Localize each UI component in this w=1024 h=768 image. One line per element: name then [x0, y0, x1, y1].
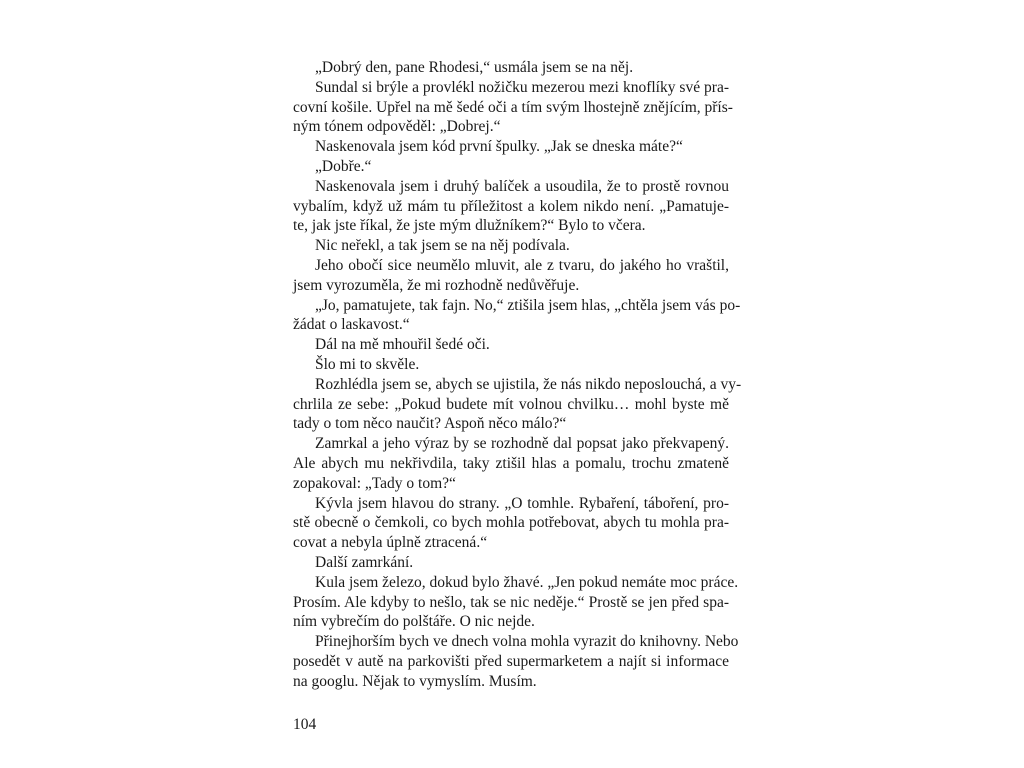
- text-line: Ale abych mu nekřivdila, taky ztišil hlas a pomalu, trochu zmateně: [293, 454, 729, 472]
- text-line: Kývla jsem hlavou do strany. „O tomhle. Rybaření, táboření, pro-: [315, 494, 729, 512]
- text-line: ným tónem odpověděl: „Dobrej.“: [293, 118, 501, 136]
- text-line: Šlo mi to skvěle.: [315, 355, 420, 373]
- text-line: Naskenovala jsem kód první špulky. „Jak se dneska máte?“: [315, 138, 683, 156]
- book-page-text: [293, 58, 742, 692]
- text-line: Další zamrkání.: [315, 553, 414, 571]
- text-line: Prosím. Ale kdyby to nešlo, tak se nic neděje.“ Prostě se jen před spa-: [293, 593, 729, 611]
- text-line: ním vybrečím do polštáře. O nic nejde.: [293, 613, 535, 631]
- text-line: chrlila ze sebe: „Pokud budete mít volnou chvilku… mohl byste mě: [293, 395, 729, 413]
- text-line: žádat o laskavost.“: [293, 316, 410, 334]
- text-line: covní košile. Upřel na mě šedé oči a tím svým lhostejně znějícím, přís-: [293, 98, 733, 116]
- text-line: „Jo, pamatujete, tak fajn. No,“ ztišila jsem hlas, „chtěla jsem vás po-: [315, 296, 741, 314]
- text-line: Sundal si brýle a provlékl nožičku mezerou mezi knoflíky své pra-: [315, 78, 729, 96]
- text-line: Naskenovala jsem i druhý balíček a usoudila, že to prostě rovnou: [315, 177, 729, 195]
- text-line: vybalím, když už mám tu příležitost a kolem nikdo není. „Pamatuje-: [293, 197, 729, 215]
- text-line: posedět v autě na parkovišti před supermarketem a najít si informace: [293, 652, 729, 670]
- text-line: Nic neřekl, a tak jsem se na něj podívala.: [315, 237, 570, 255]
- text-line: Kula jsem železo, dokud bylo žhavé. „Jen pokud nemáte moc práce.: [315, 573, 739, 591]
- text-line: zopakoval: „Tady o tom?“: [293, 474, 456, 492]
- text-line: jsem vyrozuměla, že mi rozhodně nedůvěřuje.: [293, 276, 580, 294]
- text-line: „Dobrý den, pane Rhodesi,“ usmála jsem se na něj.: [315, 59, 634, 76]
- text-line: Zamrkal a jeho výraz by se rozhodně dal popsat jako překvapený.: [315, 435, 729, 453]
- text-line: stě obecně o čemkoli, co bych mohla potřebovat, abych tu mohla pra-: [293, 514, 729, 532]
- text-line: Přinejhorším bych ve dnech volna mohla vyrazit do knihovny. Nebo: [315, 633, 739, 651]
- text-line: tady o tom něco naučit? Aspoň něco málo?“: [293, 415, 567, 433]
- text-line: te, jak jste říkal, že jste mým dlužníkem?“ Bylo to včera.: [293, 217, 646, 235]
- page-number: 104: [293, 716, 317, 733]
- text-line: „Dobře.“: [315, 157, 372, 175]
- text-line: covat a nebyla úplně ztracená.“: [293, 534, 488, 552]
- text-line: na googlu. Nějak to vymyslím. Musím.: [293, 672, 537, 690]
- text-line: Rozhlédla jsem se, abych se ujistila, že nás nikdo neposlouchá, a vy-: [315, 375, 742, 393]
- text-line: Jeho obočí sice neumělo mluvit, ale z tvaru, do jakého ho vraštil,: [315, 256, 729, 274]
- text-line: Dál na mě mhouřil šedé oči.: [315, 336, 490, 354]
